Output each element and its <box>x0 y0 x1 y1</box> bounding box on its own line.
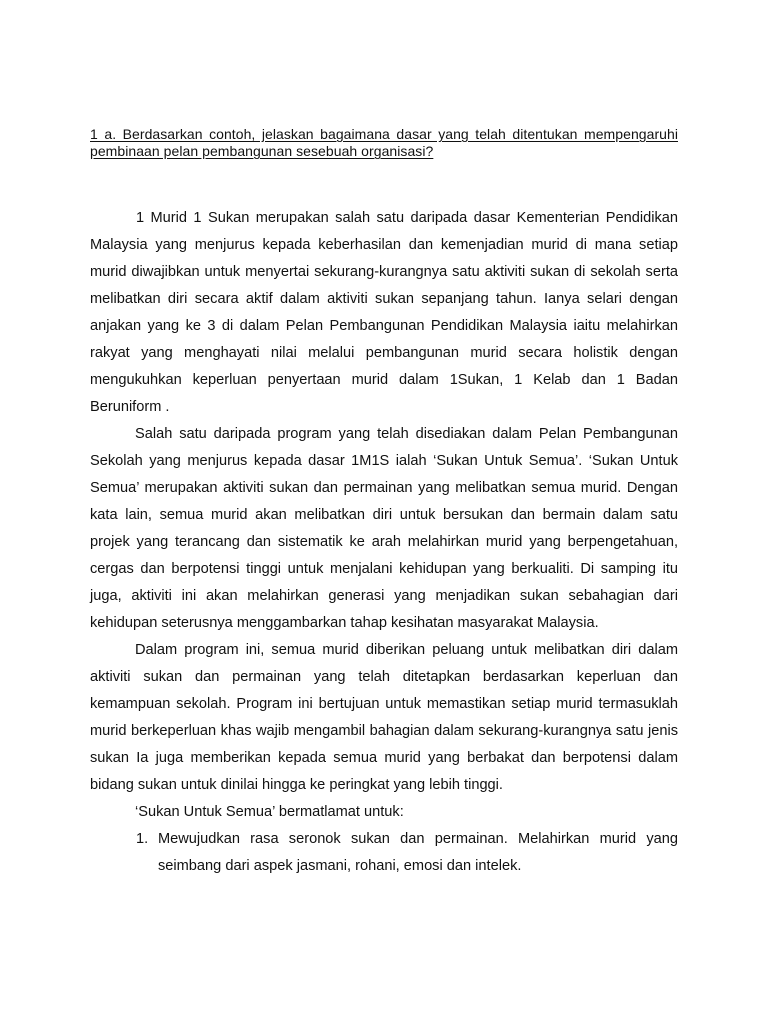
question-heading: 1 a. Berdasarkan contoh, jelaskan bagaimana dasar yang telah ditentukan mempengaruhi pembinaan pelan pembangunan sesebuah organisasi? <box>90 126 678 159</box>
essay-body <box>90 205 678 880</box>
paragraph-1: 1 Murid 1 Sukan merupakan salah satu daripada dasar Kementerian Pendidikan Malaysia yang menjurus kepada keberhasilan dan kemenjadian murid di mana setiap murid diwajibkan untuk menyertai sekurang-kurangnya satu aktiviti sukan di sekolah serta melibatkan diri secara aktif dalam aktiviti sukan sepanjang tahun. Ianya selari dengan anjakan yang ke 3 di dalam Pelan Pembangunan Pendidikan Malaysia iaitu melahirkan rakyat yang menghayati nilai melalui pembangunan murid secara holistik dengan mengukuhkan keperluan penyertaan murid dalam 1Sukan, 1 Kelab dan 1 Badan Beruniform . <box>90 210 678 415</box>
paragraph-3: Dalam program ini, semua murid diberikan peluang untuk melibatkan diri dalam aktiviti sukan dan permainan yang telah ditetapkan berdasarkan keperluan dan kemampuan sekolah. Program ini bertujuan untuk memastikan setiap murid termasuklah murid berkeperluan khas wajib mengambil bahagian dalam sekurang-kurangnya satu jenis sukan Ia juga memberikan kepada semua murid yang berbakat dan berpotensi dalam bidang sukan untuk dinilai hingga ke peringkat yang lebih tinggi. <box>90 642 678 793</box>
objectives-intro: ‘Sukan Untuk Semua’ bermatlamat untuk: <box>135 804 404 820</box>
list-item <box>90 826 678 880</box>
list-item-number: 1. <box>136 831 149 847</box>
list-item-text: Mewujudkan rasa seronok sukan dan permainan. Melahirkan murid yang seimbang dari aspek jasmani, rohani, emosi dan intelek. <box>158 831 678 874</box>
objectives-list <box>90 826 678 880</box>
paragraph-2: Salah satu daripada program yang telah disediakan dalam Pelan Pembangunan Sekolah yang menjurus kepada dasar 1M1S ialah ‘Sukan Untuk Semua’. ‘Sukan Untuk Semua’ merupakan aktiviti sukan dan permainan yang melibatkan semua murid. Dengan kata lain, semua murid akan melibatkan diri untuk bersukan dan bermain dalam satu projek yang terancang dan sistematik ke arah melahirkan murid yang berpengetahuan, cergas dan berpotensi tinggi untuk menjalani kehidupan yang berkualiti. Di samping itu juga, aktiviti ini akan melahirkan generasi yang menjadikan sukan sebahagian dari kehidupan seterusnya menggambarkan tahap kesihatan masyarakat Malaysia. <box>90 426 678 631</box>
